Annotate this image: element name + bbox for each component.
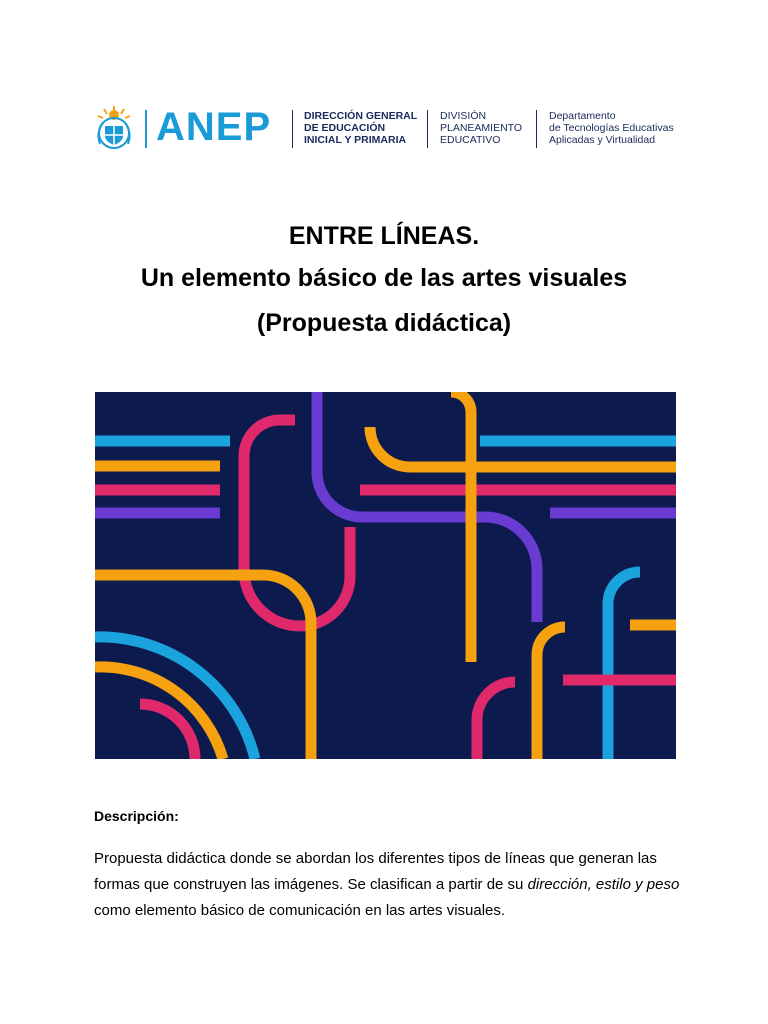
header xyxy=(94,102,684,154)
title-line-3: (Propuesta didáctica) xyxy=(256,309,512,337)
direccion-general-label: DIRECCIÓN GENERAL DE EDUCACIÓN INICIAL Y PRIMARIA xyxy=(304,110,418,146)
anep-logo-text: ANEP xyxy=(156,105,272,149)
description-paragraph: Propuesta didáctica donde se abordan los diferentes tipos de líneas que generan las formas que construyen las imágenes. Se clasifican a partir de su dirección, estilo y peso como elemento básico de comunicación en las artes visuales. xyxy=(94,850,680,919)
description-heading: Descripción: xyxy=(94,808,179,824)
header-divider xyxy=(427,110,428,148)
abstract-colored-lines-illustration xyxy=(95,392,676,759)
header-divider xyxy=(145,110,147,148)
description-emphasis: dirección, estilo y peso xyxy=(527,876,680,893)
division-label: DIVISIÓN PLANEAMIENTO EDUCATIVO xyxy=(440,110,523,146)
title-line-2: Un elemento básico de las artes visuales xyxy=(140,264,628,292)
title-line-1: ENTRE LÍNEAS. xyxy=(288,222,480,250)
uruguay-seal-icon xyxy=(94,104,134,150)
header-divider xyxy=(536,110,537,148)
header-divider xyxy=(292,110,293,148)
departamento-label: Departamento de Tecnologías Educativas Aplicadas y Virtualidad xyxy=(549,110,674,146)
